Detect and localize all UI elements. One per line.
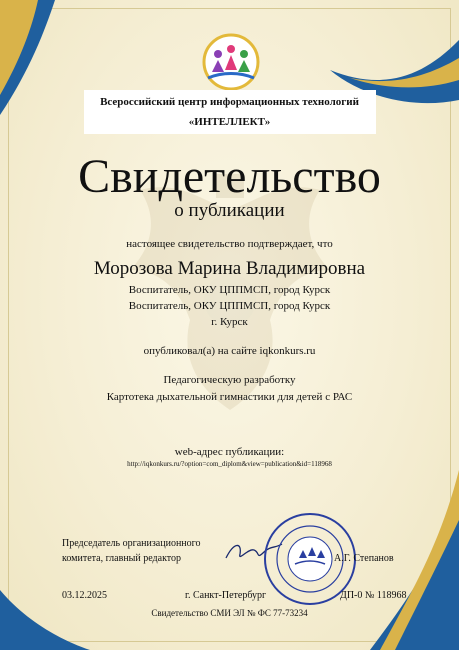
document-number: ДП-0 № 118968 (340, 590, 407, 601)
issue-place: г. Санкт-Петербург (185, 590, 267, 601)
work-type: Педагогическую разработку (163, 374, 296, 386)
certificate-title: Свидетельство (78, 150, 381, 203)
work-title: Картотека дыхательной гимнастики для детей с РАС (106, 391, 353, 403)
intellekt-logo (194, 32, 268, 92)
media-registration: Свидетельство СМИ ЭЛ № ФС 77-73234 (151, 608, 308, 618)
recipient-position-2: Воспитатель, ОКУ ЦППМСП, город Курск (128, 300, 331, 312)
organization-name: Всероссийский центр информационных технологий (100, 96, 359, 108)
recipient-position-1: Воспитатель, ОКУ ЦППМСП, город Курск (128, 284, 331, 296)
confirmation-text: настоящее свидетельство подтверждает, что (126, 238, 333, 250)
published-text: опубликовал(а) на сайте iqkonkurs.ru (143, 345, 316, 357)
recipient-city: г. Курск (211, 316, 248, 328)
publication-url-label: web-адрес публикации: (174, 446, 285, 458)
issue-date: 03.12.2025 (62, 590, 107, 601)
chair-title-line2: комитета, главный редактор (62, 553, 182, 564)
recipient-name: Морозова Марина Владимировна (93, 258, 366, 279)
publication-url: http://iqkonkurs.ru/?option=com_diplom&view=publication&id=118968 (127, 460, 332, 468)
organization-brand: «ИНТЕЛЛЕКТ» (188, 116, 271, 128)
chair-title-line1: Председатель организационного (62, 538, 201, 549)
signer-name: А.Г. Степанов (334, 553, 394, 564)
certificate-subtitle: о публикации (174, 200, 285, 221)
